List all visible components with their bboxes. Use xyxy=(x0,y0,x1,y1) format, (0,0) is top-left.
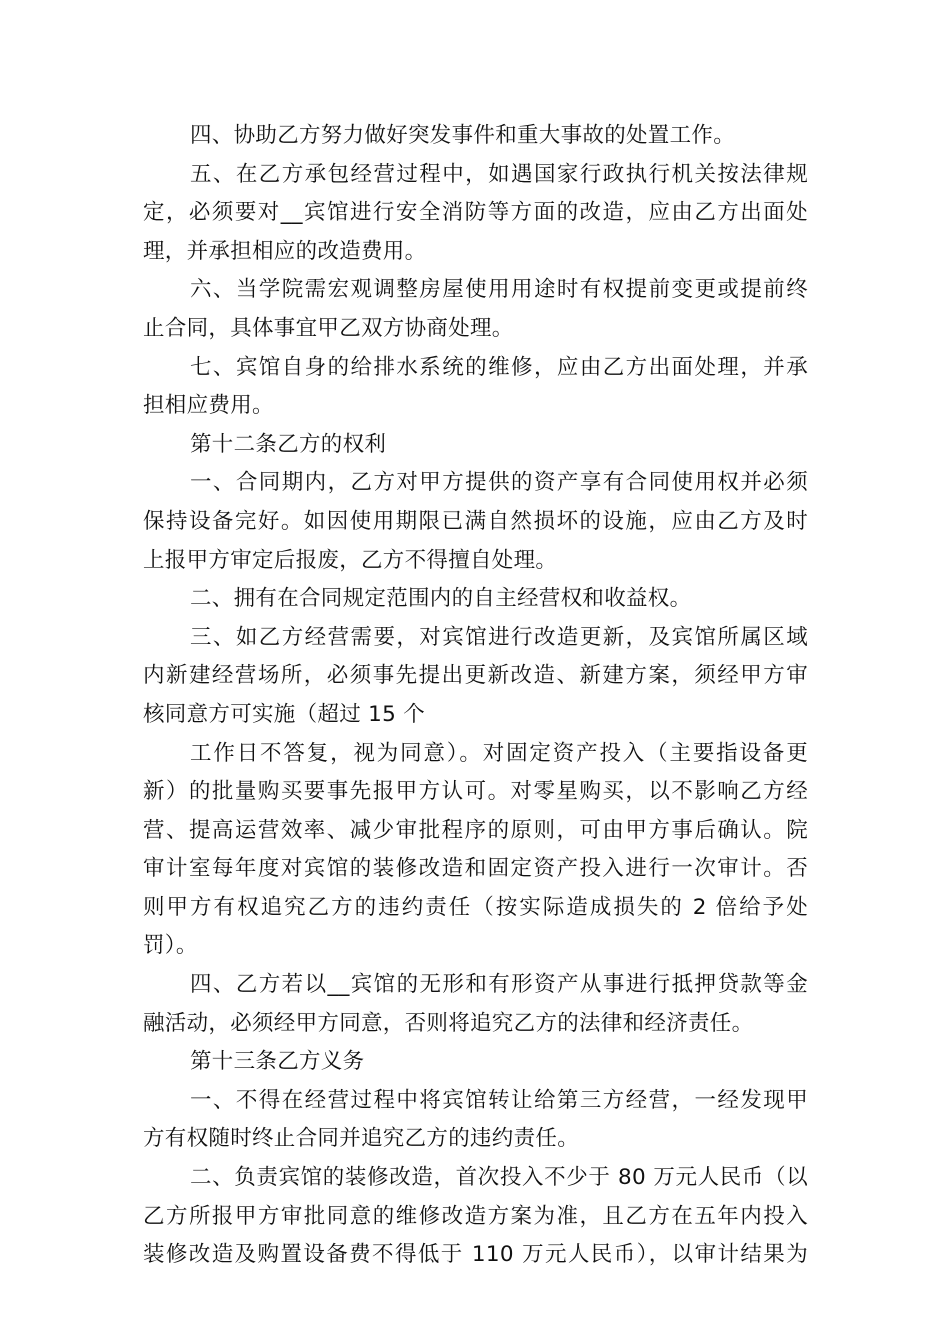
text-line: 乙方所报甲方审批同意的维修改造方案为准，且乙方在五年内投入 xyxy=(143,1203,808,1229)
text-line: 新）的批量购买要事先报甲方认可。对零星购买，以不影响乙方经 xyxy=(143,779,808,805)
text-line: 定，必须要对__宾馆进行安全消防等方面的改造，应由乙方出面处 xyxy=(143,200,808,226)
text-line: 则甲方有权追究乙方的违约责任（按实际造成损失的 2 倍给予处 xyxy=(143,894,808,920)
text-line: 审计室每年度对宾馆的装修改造和固定资产投入进行一次审计。否 xyxy=(143,856,808,882)
text-line: 止合同，具体事宜甲乙双方协商处理。 xyxy=(143,315,514,341)
text-line: 一、不得在经营过程中将宾馆转让给第三方经营，一经发现甲 xyxy=(190,1087,808,1113)
text-line: 五、在乙方承包经营过程中，如遇国家行政执行机关按法律规 xyxy=(190,161,808,187)
text-line: 理，并承担相应的改造费用。 xyxy=(143,238,427,264)
text-line: 第十二条乙方的权利 xyxy=(190,431,387,457)
text-line: 核同意方可实施（超过 15 个 xyxy=(143,701,426,727)
text-line: 六、当学院需宏观调整房屋使用用途时有权提前变更或提前终 xyxy=(190,277,808,303)
text-line: 罚）。 xyxy=(143,933,198,959)
text-line: 一、合同期内，乙方对甲方提供的资产享有合同使用权并必须 xyxy=(190,470,808,496)
text-line: 二、负责宾馆的装修改造，首次投入不少于 80 万元人民币（以 xyxy=(190,1165,808,1191)
text-line: 四、乙方若以__宾馆的无形和有形资产从事进行抵押贷款等金 xyxy=(190,972,808,998)
document-body xyxy=(143,117,808,1275)
text-line: 四、协助乙方努力做好突发事件和重大事故的处置工作。 xyxy=(190,123,736,148)
text-line: 方有权随时终止合同并追究乙方的违约责任。 xyxy=(143,1126,580,1152)
text-line: 第十三条乙方义务 xyxy=(190,1049,365,1075)
text-line: 上报甲方审定后报废，乙方不得擅自处理。 xyxy=(143,547,558,573)
text-line: 保持设备完好。如因使用期限已满自然损坏的设施，应由乙方及时 xyxy=(143,508,808,534)
text-line: 内新建经营场所，必须事先提出更新改造、新建方案，须经甲方审 xyxy=(143,663,808,689)
text-line: 装修改造及购置设备费不得低于 110 万元人民币），以审计结果为 xyxy=(143,1242,808,1268)
text-line: 七、宾馆自身的给排水系统的维修，应由乙方出面处理，并承 xyxy=(190,354,808,380)
text-line: 担相应费用。 xyxy=(143,393,274,419)
text-line: 融活动，必须经甲方同意，否则将追究乙方的法律和经济责任。 xyxy=(143,1010,754,1036)
text-line: 工作日不答复，视为同意）。对固定资产投入（主要指设备更 xyxy=(190,740,808,766)
text-line: 三、如乙方经营需要，对宾馆进行改造更新，及宾馆所属区域 xyxy=(190,624,808,650)
text-line: 二、拥有在合同规定范围内的自主经营权和收益权。 xyxy=(190,586,692,612)
text-line: 营、提高运营效率、减少审批程序的原则，可由甲方事后确认。院 xyxy=(143,817,808,843)
